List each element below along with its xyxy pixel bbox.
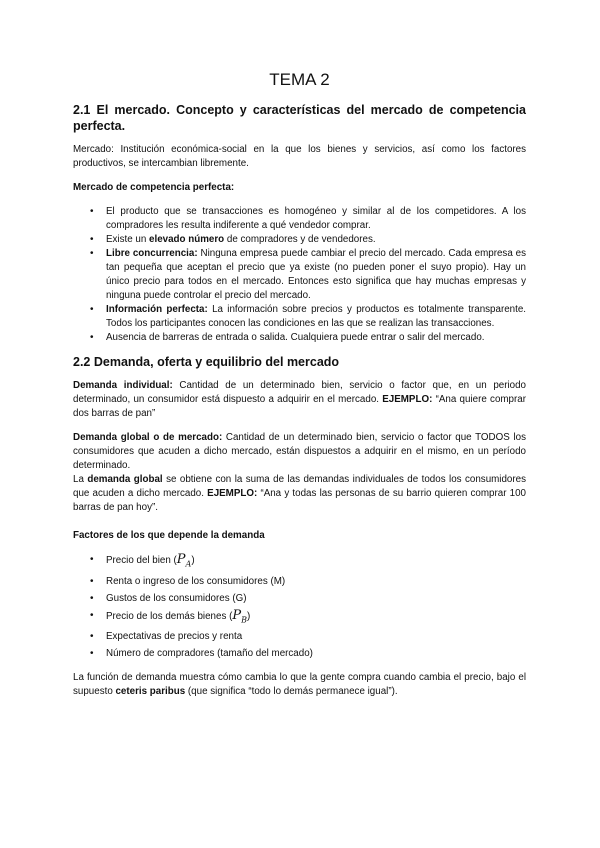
competencia-perfecta-subheading: Mercado de competencia perfecta: <box>73 182 235 193</box>
list-item: • Información perfecta: La información sobre precios y productos es totalmente transparente. Todos los participantes conocen las condiciones en las que se realizan las transacciones. <box>73 303 526 331</box>
list-item: • El producto que se transacciones es homogéneo y similar al de los competidores. A los compradores les resulta indiferente a qué vendedor comprar. <box>73 205 526 233</box>
demanda-global-explanation: La demanda global se obtiene con la suma de las demandas individuales de todos los consumidores que acuden a dicho mercado. EJEMPLO: “Ana y todas las personas de su barrio quieren comprar 100 barras de pan hoy”. <box>73 474 526 513</box>
document-page <box>73 70 526 699</box>
list-item: • Número de compradores (tamaño del mercado) <box>73 647 526 661</box>
competencia-perfecta-list <box>73 205 526 345</box>
list-item: • Ausencia de barreras de entrada o salida. Cualquiera puede entrar o salir del mercado. <box>73 331 526 345</box>
list-item: • Libre concurrencia: Ninguna empresa puede cambiar el precio del mercado. Cada empresa es tan pequeña que aceptan el precio que ya existe (no pueden poner el suyo propio). Hay un único precio para todos en el mercado. Entonces esto significa que hay muchas empresas y ninguna puede controlar el precio del mercado. <box>73 247 526 303</box>
list-item: • Precio de los demás bienes $(P_B)$ <box>73 609 526 628</box>
list-item: • Renta o ingreso de los consumidores (M) <box>73 575 526 589</box>
list-item: • Expectativas de precios y renta <box>73 630 526 644</box>
section-1-heading: 2.1 El mercado. Concepto y características del mercado de competencia perfecta. <box>73 103 526 133</box>
demanda-individual-paragraph: Demanda individual: Cantidad de un determinado bien, servicio o factor que, en un periodo determinado, un consumidor está dispuesto a adquirir en el mercado. EJEMPLO: “Ana quiere comprar dos barras de pan” <box>73 380 526 419</box>
factores-subheading: Factores de los que depende la demanda <box>73 530 265 541</box>
section-2-heading: 2.2 Demanda, oferta y equilibrio del mercado <box>73 355 340 369</box>
list-item: • Precio del bien $(P_A)$ <box>73 553 526 572</box>
list-item: • Existe un elevado número de compradores y de vendedores. <box>73 233 526 247</box>
demanda-global-paragraph: Demanda global o de mercado: Cantidad de un determinado bien, servicio o factor que TODOS los consumidores que acuden a dicho mercado, están dispuestos a adquirir en el mismo, en un período determinado. <box>73 432 526 471</box>
factores-list <box>73 553 526 661</box>
price-symbol-pa: $P_A$ <box>176 552 192 569</box>
funcion-demanda-paragraph: La función de demanda muestra cómo cambia lo que la gente compra cuando cambia el precio, bajo el supuesto ceteris paribus (que significa “todo lo demás permanece igual”). <box>73 672 526 698</box>
mercado-definition: Mercado: Institución económica-social en la que los bienes y servicios, así como los factores productivos, se intercambian libremente. <box>73 144 526 169</box>
price-symbol-pb: $P_B$ <box>232 607 247 625</box>
list-item: • Gustos de los consumidores (G) <box>73 592 526 606</box>
document-title: TEMA 2 <box>269 70 330 89</box>
